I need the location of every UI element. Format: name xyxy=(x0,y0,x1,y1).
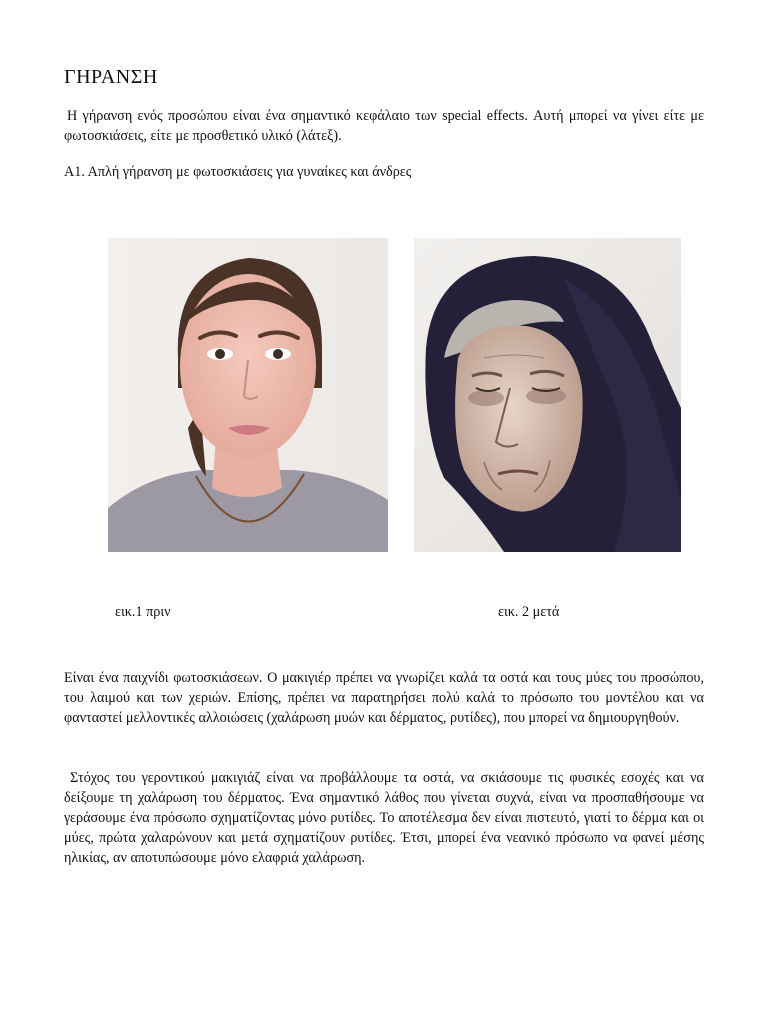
document-title: ΓΗΡΑΝΣΗ xyxy=(64,66,158,88)
before-photo xyxy=(108,238,388,552)
intro-paragraph: Η γήρανση ενός προσώπου είναι ένα σημαντικό κεφάλαιο των special effects. Αυτή μπορεί να γίνει είτε με φωτοσκιάσεις, είτε με προσθετικό υλικό (λάτεξ). xyxy=(64,108,704,144)
section-heading: Α1. Απλή γήρανση με φωτοσκιάσεις για γυναίκες και άνδρες xyxy=(64,164,412,180)
caption-after: εικ. 2 μετά xyxy=(498,604,560,620)
after-photo xyxy=(414,238,681,552)
caption-before: εικ.1 πριν xyxy=(115,604,171,620)
body-paragraph: Στόχος του γεροντικού μακιγιάζ είναι να προβάλλουμε τα οστά, να σκιάσουμε τις φυσικές εσοχές και να δείξουμε τη χαλάρωση του δέρματος. Ένα σημαντικό λάθος που γίνεται συχνά, είναι να προσπαθήσουμε να γεράσουμε ένα πρόσωπο σχηματίζοντας μόνο ρυτίδες. Το αποτέλεσμα δεν είναι πιστευτό, γιατί το δέρμα και οι μύες, πρώτα χαλαρώνουν και μετά σχηματίζουν ρυτίδες. Έτσι, μπορεί ένα νεανικό πρόσωπο να φανεί μέσης ηλικίας, αν αποτυπώσουμε μόνο ελαφριά χαλάρωση. xyxy=(64,770,704,866)
after-photo-illustration xyxy=(414,238,681,552)
body-paragraph: Είναι ένα παιχνίδι φωτοσκιάσεων. Ο μακιγιέρ πρέπει να γνωρίζει καλά τα οστά και τους μύες του προσώπου, του λαιμού και των χεριών. Επίσης, πρέπει να παρατηρήσει πολύ καλά το πρόσωπο του μοντέλου και να φανταστεί μελλοντικές αλλοιώσεις (χαλάρωση μυών και δέρματος, ρυτίδες), που μπορεί να δημιουργηθούν. xyxy=(64,670,704,726)
before-photo-illustration xyxy=(108,238,388,552)
